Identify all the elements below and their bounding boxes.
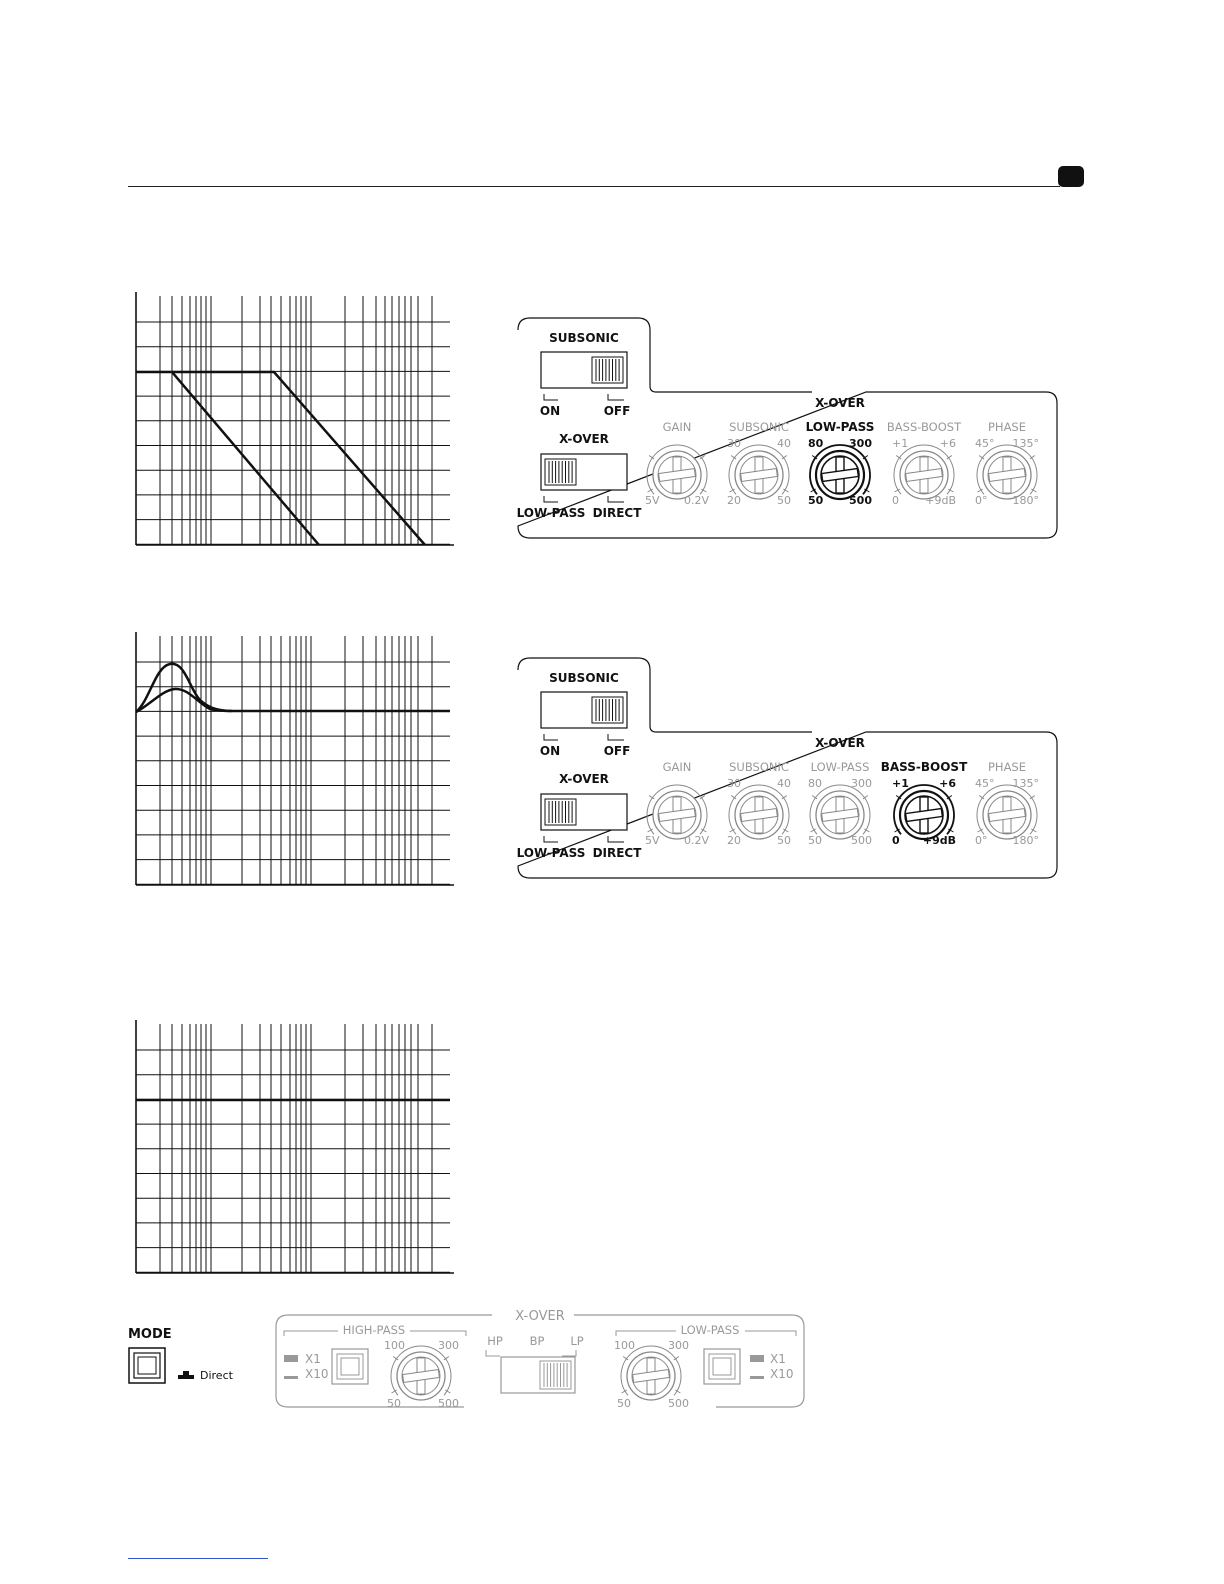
highpass-title: HIGH-PASS — [342, 1323, 406, 1337]
switch-slider — [545, 799, 576, 825]
knob-scale-top-right-lowpass: 300 — [851, 777, 872, 790]
knob-scale-bottom-left-phase: 0° — [975, 494, 988, 507]
knob-gain[interactable] — [647, 445, 707, 499]
subsonic-switch[interactable] — [541, 352, 627, 388]
knob-label-subsonic: SUBSONIC — [729, 420, 789, 434]
lowpass-knob-scale-bottom-left: 50 — [617, 1397, 631, 1410]
knob-scale-top-right-subsonic: 40 — [777, 777, 791, 790]
knob-phase[interactable] — [977, 445, 1037, 499]
subsonic-title: SUBSONIC — [549, 331, 619, 345]
xover-switch[interactable] — [541, 794, 627, 830]
knob-scale-top-left-lowpass: 80 — [808, 437, 824, 450]
knob-scale-bottom-left-phase: 0° — [975, 834, 988, 847]
control-panel-bassboost — [510, 652, 1066, 888]
knob-scale-bottom-left-gain: 5V — [645, 494, 660, 507]
knob-scale-bottom-right-bassboost: +9dB — [925, 494, 956, 507]
subsonic-title: SUBSONIC — [549, 671, 619, 685]
knob-scale-top-left-bassboost: +1 — [892, 437, 909, 450]
knob-scale-bottom-right-gain: 0.2V — [683, 494, 709, 507]
knob-scale-top-right-lowpass: 300 — [849, 437, 872, 450]
subsonic-off-label: OFF — [603, 404, 631, 418]
knob-label-lowpass: LOW-PASS — [805, 420, 875, 434]
xover-group-title: X-OVER — [815, 396, 865, 410]
knob-scale-top-left-subsonic: 30 — [727, 437, 741, 450]
mode-label: MODE — [128, 1327, 172, 1342]
knob-label-gain: GAIN — [662, 420, 692, 434]
bracket-mark — [608, 394, 624, 400]
subsonic-switch[interactable] — [541, 692, 627, 728]
highpass-x1-label: X1 — [305, 1352, 321, 1366]
knob-scale-top-left-phase: 45° — [975, 437, 995, 450]
response-curve-boost-high — [136, 664, 450, 712]
knob-scale-bottom-right-lowpass: 500 — [851, 834, 872, 847]
knob-scale-bottom-left-bassboost: 0 — [892, 834, 900, 847]
response-curves — [136, 664, 450, 712]
direct-response-graph — [126, 1020, 462, 1280]
mode-xover-panel — [120, 1300, 820, 1420]
knob-bassboost[interactable] — [894, 785, 954, 839]
knob-scale-top-left-lowpass: 80 — [808, 777, 822, 790]
knob-scale-top-left-bassboost: +1 — [892, 777, 909, 790]
knob-lowpass[interactable] — [810, 785, 870, 839]
lowpass-knob-scale-top-right: 300 — [668, 1339, 689, 1352]
highpass-knob-scale-top-left: 100 — [384, 1339, 405, 1352]
switch-slider — [540, 1361, 571, 1389]
bracket-mark — [544, 734, 558, 740]
direct-indicator-icon — [178, 1375, 194, 1379]
lowpass-x10-label: X10 — [770, 1367, 794, 1381]
knob-scale-bottom-right-gain: 0.2V — [683, 834, 709, 847]
xover-lowpass-label: LOW-PASS — [516, 506, 586, 520]
knob-scale-bottom-left-lowpass: 50 — [808, 494, 824, 507]
knob-scale-bottom-left-gain: 5V — [645, 834, 660, 847]
mode-bp-label: BP — [529, 1334, 545, 1348]
knob-scale-bottom-left-subsonic: 20 — [727, 494, 741, 507]
knob-scale-bottom-right-phase: 180° — [1012, 834, 1039, 847]
bracket-mark — [608, 734, 624, 740]
knob-scale-top-left-phase: 45° — [975, 777, 995, 790]
knob-scale-bottom-left-lowpass: 50 — [808, 834, 822, 847]
header-rule — [128, 186, 1060, 187]
knob-scale-top-right-bassboost: +6 — [939, 777, 956, 790]
knob-label-phase: PHASE — [987, 420, 1027, 434]
x10-indicator-icon — [284, 1376, 298, 1379]
knob-scale-top-left-subsonic: 30 — [727, 777, 741, 790]
knob-lowpass[interactable] — [810, 445, 870, 499]
knob-scale-bottom-right-subsonic: 50 — [777, 834, 791, 847]
graph-grid — [134, 292, 455, 548]
knob-label-subsonic: SUBSONIC — [729, 760, 789, 774]
lowpass-title: LOW-PASS — [680, 1323, 740, 1337]
footer-link-line — [128, 1558, 268, 1559]
filter-switch-bracket — [486, 1350, 576, 1356]
bottom-xover-title: X-OVER — [515, 1309, 565, 1324]
knob-phase[interactable] — [977, 785, 1037, 839]
button-inner — [713, 1358, 731, 1375]
highpass-frequency-knob[interactable] — [391, 1346, 451, 1400]
xover-direct-label: DIRECT — [592, 506, 642, 520]
bassboost-response-graph — [126, 632, 462, 892]
xover-switch-title: X-OVER — [559, 772, 609, 786]
knob-scale-bottom-right-phase: 180° — [1012, 494, 1039, 507]
knob-subsonic[interactable] — [729, 445, 789, 499]
xover-direct-label: DIRECT — [592, 846, 642, 860]
mode-hp-label: HP — [487, 1334, 503, 1348]
bracket-mark — [608, 496, 624, 502]
bracket-mark — [608, 836, 624, 842]
lowpass-response-graph — [126, 292, 462, 552]
mode-button[interactable] — [129, 1348, 165, 1383]
knob-scale-top-right-phase: 135° — [1012, 437, 1039, 450]
knob-scale-top-right-subsonic: 40 — [777, 437, 791, 450]
lowpass-frequency-knob[interactable] — [621, 1346, 681, 1400]
highpass-knob-scale-bottom-right: 500 — [438, 1397, 459, 1410]
highpass-knob-scale-bottom-left: 50 — [387, 1397, 401, 1410]
subsonic-on-label: ON — [539, 404, 561, 418]
knob-subsonic[interactable] — [729, 785, 789, 839]
graph-grid — [134, 1020, 455, 1276]
knob-scale-bottom-right-bassboost: +9dB — [922, 834, 956, 847]
knob-scale-bottom-right-lowpass: 500 — [849, 494, 872, 507]
lowpass-knob-scale-bottom-right: 500 — [668, 1397, 689, 1410]
response-curve-low — [136, 372, 319, 545]
button-inner — [341, 1358, 359, 1375]
lowpass-knob-scale-top-left: 100 — [614, 1339, 635, 1352]
lowpass-x1-label: X1 — [770, 1352, 786, 1366]
subsonic-on-label: ON — [539, 744, 561, 758]
xover-lowpass-label: LOW-PASS — [516, 846, 586, 860]
knob-scale-top-right-phase: 135° — [1012, 777, 1039, 790]
knob-bassboost[interactable] — [894, 445, 954, 499]
xover-switch[interactable] — [541, 454, 627, 490]
knob-label-bassboost: BASS-BOOST — [880, 760, 968, 774]
knob-label-lowpass: LOW-PASS — [810, 760, 870, 774]
page-tab-marker — [1058, 166, 1084, 187]
knob-label-bassboost: BASS-BOOST — [886, 420, 962, 434]
knob-label-gain: GAIN — [662, 760, 692, 774]
bottom-xover-group — [276, 1309, 804, 1410]
lowpass-range-button[interactable] — [704, 1349, 740, 1384]
switch-slider — [592, 357, 623, 383]
direct-label: Direct — [200, 1369, 233, 1382]
bracket-mark — [544, 394, 558, 400]
highpass-x10-label: X10 — [305, 1367, 329, 1381]
control-panel-lowpass — [510, 312, 1066, 548]
knob-label-phase: PHASE — [987, 760, 1027, 774]
xover-group-title: X-OVER — [815, 736, 865, 750]
x1-indicator-icon — [750, 1355, 764, 1362]
highpass-knob-scale-top-right: 300 — [438, 1339, 459, 1352]
x1-indicator-icon — [284, 1355, 298, 1362]
switch-slider — [545, 459, 576, 485]
mode-lp-label: LP — [570, 1334, 584, 1348]
xover-switch-title: X-OVER — [559, 432, 609, 446]
subsonic-off-label: OFF — [603, 744, 631, 758]
bracket-mark — [544, 496, 558, 502]
knob-scale-bottom-left-subsonic: 20 — [727, 834, 741, 847]
switch-slider — [592, 697, 623, 723]
bracket-mark — [544, 836, 558, 842]
knob-scale-bottom-right-subsonic: 50 — [777, 494, 791, 507]
highpass-range-button[interactable] — [332, 1349, 368, 1384]
knob-scale-bottom-left-bassboost: 0 — [892, 494, 899, 507]
filter-type-switch[interactable] — [501, 1357, 575, 1393]
knob-gain[interactable] — [647, 785, 707, 839]
x10-indicator-icon — [750, 1376, 764, 1379]
knob-scale-top-right-bassboost: +6 — [939, 437, 956, 450]
